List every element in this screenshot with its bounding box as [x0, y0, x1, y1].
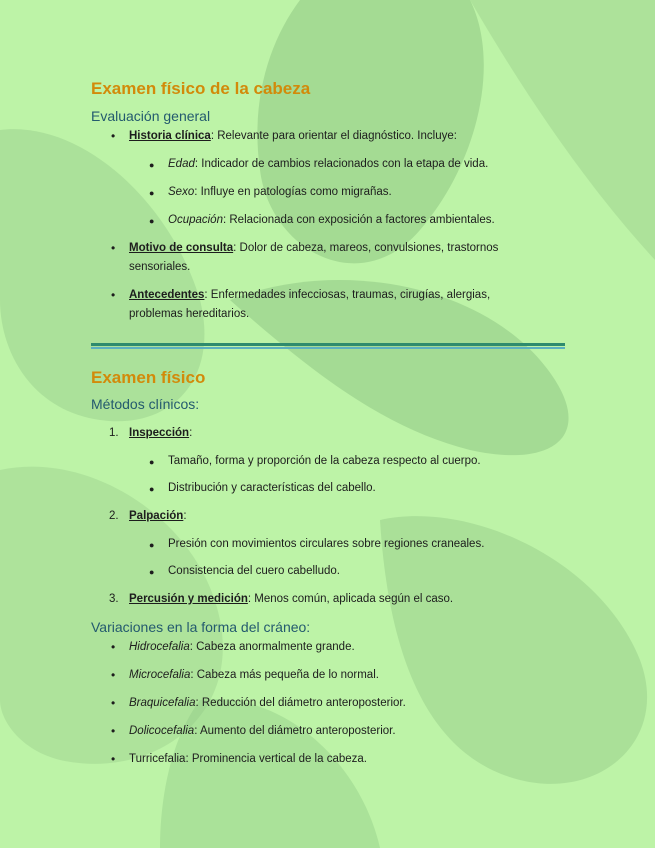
list-item-historia-clinica: • Historia clínica: Relevante para orientar el diagnóstico. Incluye:	[129, 127, 457, 146]
subtitle-variaciones: Variaciones en la forma del cráneo:	[91, 619, 311, 635]
term-ocupacion: Ocupación	[168, 214, 223, 226]
list-item-dolicocefalia: • Dolicocefalia: Aumento del diámetro anteroposterior.	[129, 722, 396, 741]
bullet-icon: •	[111, 752, 116, 766]
list-item-hidrocefalia: • Hidrocefalia: Cabeza anormalmente grande.	[129, 638, 355, 657]
circle-bullet-icon: ●	[149, 457, 155, 467]
list-item-inspeccion: 1. Inspección:	[109, 427, 193, 439]
circle-bullet-icon: ●	[149, 188, 155, 198]
term-dolicocefalia: Dolicocefalia	[129, 725, 195, 737]
term-historia-clinica: Historia clínica	[129, 130, 211, 142]
term-motivo-consulta: Motivo de consulta	[129, 242, 234, 254]
list-item-sexo: ● Sexo: Influye en patologías como migrañas.	[168, 183, 392, 202]
bullet-icon: •	[111, 129, 116, 143]
list-item-inspeccion-tamano: ● Tamaño, forma y proporción de la cabeza respecto al cuerpo.	[168, 452, 481, 471]
list-item-palpacion-consistencia: ● Consistencia del cuero cabelludo.	[168, 562, 340, 581]
divider-rule	[91, 343, 565, 346]
list-item-motivo-consulta: • Motivo de consulta: Dolor de cabeza, mareos, convulsiones, trastornos sensoriales.	[111, 241, 499, 273]
circle-bullet-icon: ●	[149, 216, 155, 226]
list-item-antecedentes: • Antecedentes: Enfermedades infecciosas, traumas, cirugías, alergias, problemas hereditarios.	[111, 288, 491, 320]
bullet-icon: •	[111, 668, 116, 682]
subtitle-evaluacion-general: Evaluación general	[91, 108, 211, 124]
circle-bullet-icon: ●	[149, 567, 155, 577]
list-item-edad: ● Edad: Indicador de cambios relacionados con la etapa de vida.	[168, 155, 488, 174]
circle-bullet-icon: ●	[149, 540, 155, 550]
term-microcefalia: Microcefalia	[129, 669, 191, 681]
list-item-microcefalia: • Microcefalia: Cabeza más pequeña de lo normal.	[129, 666, 379, 685]
term-edad: Edad	[168, 158, 195, 170]
section-title-cabeza: Examen físico de la cabeza	[91, 79, 311, 98]
bullet-icon: •	[111, 241, 116, 255]
term-percusion: Percusión y medición	[129, 593, 248, 605]
list-item-turricefalia: • Turricefalia: Prominencia vertical de la cabeza.	[129, 750, 367, 769]
bullet-icon: •	[111, 640, 116, 654]
bullet-icon: •	[111, 724, 116, 738]
list-item-inspeccion-cabello: ● Distribución y características del cabello.	[168, 479, 376, 498]
bullet-icon: •	[111, 696, 116, 710]
list-item-ocupacion: ● Ocupación: Relacionada con exposición a factores ambientales.	[168, 211, 495, 230]
term-inspeccion: Inspección	[129, 427, 190, 439]
bullet-icon: •	[111, 288, 116, 302]
term-braquicefalia: Braquicefalia	[129, 697, 196, 709]
term-sexo: Sexo	[168, 186, 195, 198]
circle-bullet-icon: ●	[149, 484, 155, 494]
list-item-braquicefalia: • Braquicefalia: Reducción del diámetro anteroposterior.	[129, 694, 406, 713]
section-title-examen-fisico: Examen físico	[91, 368, 206, 387]
term-hidrocefalia: Hidrocefalia	[129, 641, 190, 653]
divider-rule-secondary	[91, 347, 565, 349]
term-palpacion: Palpación	[129, 510, 184, 522]
list-item-palpacion: 2. Palpación:	[109, 510, 187, 522]
list-item-palpacion-presion: ● Presión con movimientos circulares sobre regiones craneales.	[168, 535, 484, 554]
term-antecedentes: Antecedentes	[129, 289, 205, 301]
list-item-percusion: 3. Percusión y medición: Menos común, aplicada según el caso.	[109, 593, 454, 605]
circle-bullet-icon: ●	[149, 160, 155, 170]
subtitle-metodos-clinicos: Métodos clínicos:	[91, 396, 200, 412]
